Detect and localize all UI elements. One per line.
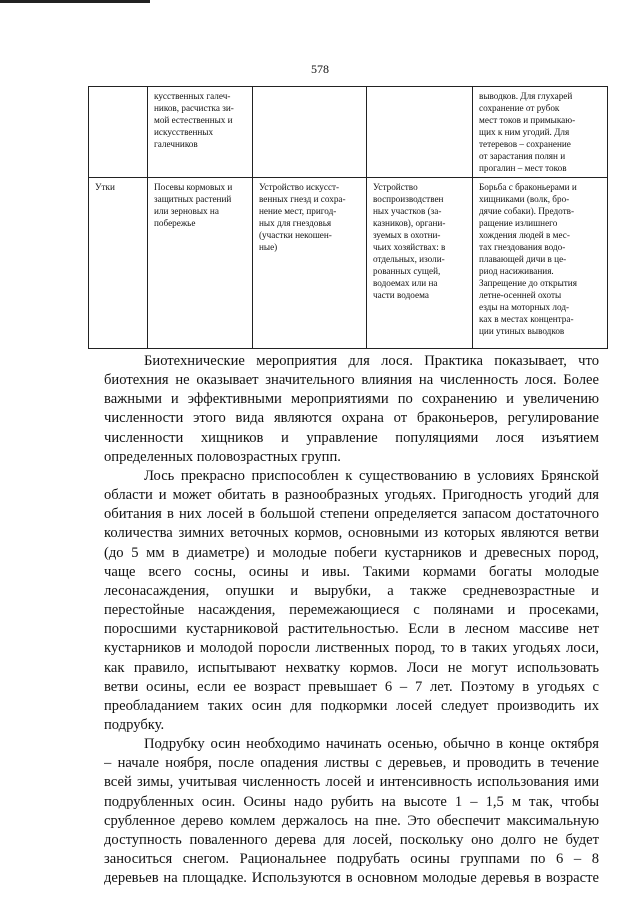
paragraph-line: Подрубку осин необходимо начинать осенью, обычно в конце октября: [144, 736, 599, 753]
paragraph-line: поросшими кустарниковой растительностью. Если в лесном массиве нет: [104, 621, 599, 638]
paragraph-line: определенных половозрастных групп.: [104, 448, 341, 465]
paragraph-line: важными и эффективными мероприятиями по сохранению и увеличению: [104, 391, 599, 408]
cell-line: Посевы кормовых и: [154, 182, 233, 192]
cell-line: ных для гнездовья: [259, 218, 332, 228]
cell-line: кусственных галеч-: [154, 91, 231, 101]
cell-line: тетеревов – сохранение: [479, 139, 571, 149]
cell-line: или зерновых на: [154, 206, 219, 216]
cell-line: Борьба с браконьерами и: [479, 182, 577, 192]
cell-line: Устройство: [373, 182, 418, 192]
table-cell: [253, 178, 367, 349]
cell-line: хождения людей в мес-: [479, 230, 570, 240]
paragraph-line: как правило, испытывают нехватку кормов. Лоси не могут использовать: [104, 659, 599, 676]
table-cell: [148, 178, 253, 349]
paragraph-line: чаще всего сосны, осины и ивы. Такими кормами богаты молодые: [104, 563, 599, 580]
table-cell: [367, 87, 473, 178]
paragraph-line: (до 5 мм в диаметре) и молодые побеги кустарников и древесных пород,: [104, 544, 599, 561]
cell-line: от зарастания полян и: [479, 151, 566, 161]
cell-line: щих к ним угодий. Для: [479, 127, 570, 137]
cell-line: прогалин – мест токов: [479, 163, 567, 173]
cell-line: искусственных: [154, 127, 214, 137]
paragraph-line: кустарников и молодой поросли лиственных пород, то в таких угодьях лоси,: [104, 640, 599, 657]
paragraph-line: биотехния не оказывает значительного влияния на численность лося. Более: [104, 372, 599, 389]
table-cell: [253, 87, 367, 178]
paragraph: [104, 352, 599, 467]
cell-line: ции утиных выводков: [479, 326, 565, 336]
table-row: [89, 178, 608, 349]
paragraph-line: заноситься снегом. Рациональнее подрубать осины группами по 6 – 8: [104, 851, 599, 868]
paragraph-line: всей зимы, учитывая численность лосей и интенсивность использования ими: [104, 774, 599, 791]
measures-table: [88, 86, 608, 349]
table-cell: [367, 178, 473, 349]
cell-line: выводков. Для глухарей: [479, 91, 573, 101]
table-cell: [473, 87, 608, 178]
cell-line: Запрещение до открытия: [479, 278, 577, 288]
paragraph-line: подрубку.: [104, 716, 165, 733]
page-number: 578: [311, 62, 329, 76]
cell-line: казников), органи-: [373, 218, 446, 228]
cell-line: галечников: [154, 139, 198, 149]
top-rule: [0, 0, 150, 3]
paragraph: [104, 467, 599, 735]
table-cell: [89, 178, 148, 349]
cell-line: ников, расчистка зи-: [154, 103, 234, 113]
cell-line: езды на моторных лод-: [479, 302, 570, 312]
cell-line: летне-осенней охоты: [479, 290, 562, 300]
paragraph-line: Лось прекрасно приспособлен к существованию в условиях Брянской: [144, 467, 599, 484]
cell-line: дячие собаки). Предотв-: [479, 206, 575, 216]
cell-line: сохранение от рубок: [479, 103, 560, 113]
paragraph-line: доступность поваленного дерева для лосей, поскольку оно долго не будет: [104, 831, 599, 848]
paragraph-line: деревьев на площадке. Используются в основном молодые деревья в возрасте: [104, 870, 599, 887]
cell-line: отдельных, изоли-: [373, 254, 445, 264]
cell-line: части водоема: [373, 290, 429, 300]
cell-line: чьих хозяйствах: в: [373, 242, 446, 252]
cell-line: нение мест, пригод-: [259, 206, 337, 216]
cell-line: тах гнездования водо-: [479, 242, 566, 252]
cell-line: риод насиживания.: [479, 266, 554, 276]
cell-line: водоемах или на: [373, 278, 438, 288]
cell-line: (участки некошен-: [259, 230, 332, 240]
table-cell: [89, 87, 148, 178]
cell-line: зуемых в охотни-: [373, 230, 441, 240]
paragraph-line: срубленное дерево комлем держалось на пне. Это обеспечит максимальную: [104, 812, 599, 829]
paragraph-line: ветви осины, если ее возраст превышает 6 – 7 лет. Поэтому в угодьях с: [104, 678, 599, 695]
paragraph-line: количества зимних веточных кормов, основными из которых являются ветви: [104, 525, 599, 542]
paragraph-line: подрубленных осин. Осины надо рубить на высоте 1 – 1,5 м так, чтобы: [104, 793, 599, 810]
paragraph-line: области и может обитать в разнообразных угодьях. Пригодность угодий для: [104, 487, 599, 504]
cell-line: ные): [259, 242, 278, 252]
cell-line: венных гнезд и сохра-: [259, 194, 346, 204]
cell-line: мест токов и примыкаю-: [479, 115, 576, 125]
cell-line: ных участков (за-: [373, 206, 442, 216]
table-cell: [148, 87, 253, 178]
paragraph-line: преобладанием таких осин для подкормки лосей следует производить их: [104, 697, 599, 714]
paragraph-line: – начале ноября, после опадения листвы с деревьев, и проводить в течение: [104, 755, 599, 772]
cell-line: ках в местах концентра-: [479, 314, 574, 324]
paragraph-line: численности хищников и управление популяциями лося изъятием: [104, 429, 599, 446]
cell-line: ращение излишнего: [479, 218, 558, 228]
cell-line: Устройство искусст-: [259, 182, 340, 192]
paragraph-line: численности этого вида являются охрана от браконьеров, регулирование: [104, 410, 599, 427]
paragraph: [104, 735, 599, 888]
cell-line: защитных растений: [154, 194, 232, 204]
cell-line: Утки: [95, 182, 115, 192]
paragraph-line: обитания в них лосей в большой степени определяется запасом достаточного: [104, 506, 599, 523]
cell-line: рованных сущей,: [373, 266, 441, 276]
cell-line: плавающей дичи в це-: [479, 254, 567, 264]
cell-line: побережье: [154, 218, 196, 228]
body-text: [104, 352, 599, 888]
paragraph-line: перестойные насаждения, перемежающиеся с полянами и просеками,: [104, 602, 599, 619]
cell-line: хищниками (волк, бро-: [479, 194, 570, 204]
cell-line: мой естественных и: [154, 115, 233, 125]
table-row: [89, 87, 608, 178]
cell-line: воспроизводствен: [373, 194, 444, 204]
paragraph-line: лесонасаждения, опушки и вырубки, а также средневозрастные и: [104, 582, 599, 599]
table-cell: [473, 178, 608, 349]
paragraph-line: Биотехнические мероприятия для лося. Практика показывает, что: [144, 353, 599, 369]
